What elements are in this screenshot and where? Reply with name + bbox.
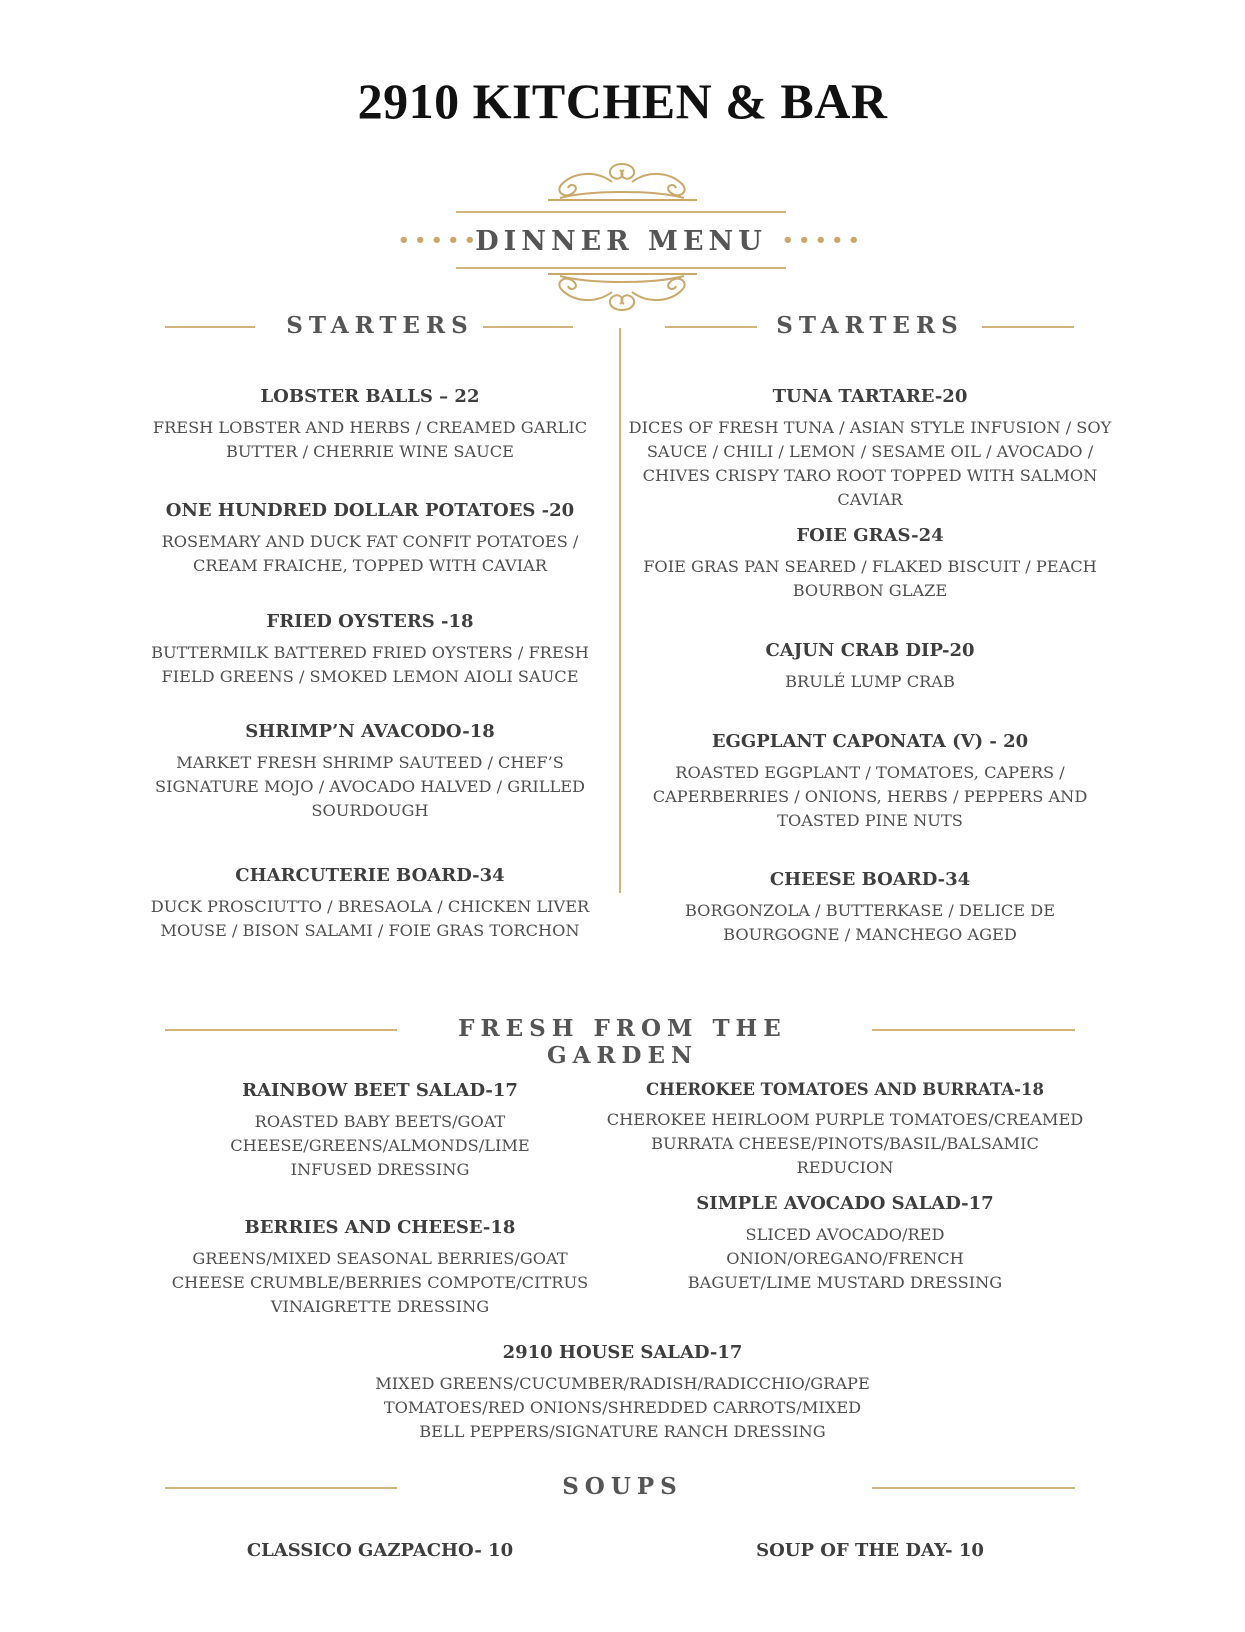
menu-title-left-dots: ••••• <box>398 230 481 251</box>
menu-item <box>625 525 1115 603</box>
soups-rule-left <box>165 1487 397 1489</box>
item-name: EGGPLANT CAPONATA (V) - 20 <box>711 731 1029 752</box>
garden-rule-right <box>872 1029 1075 1031</box>
item-desc: FOIE GRAS PAN SEARED / FLAKED BISCUIT / PEACH BOURBON GLAZE <box>643 557 1097 600</box>
item-desc: BUTTERMILK BATTERED FRIED OYSTERS / FRESH FIELD GREENS / SMOKED LEMON AIOLI SAUCE <box>151 643 589 686</box>
item-name: FOIE GRAS-24 <box>796 525 944 546</box>
item-desc: MIXED GREENS/CUCUMBER/RADISH/RADICCHIO/GRAPE TOMATOES/RED ONIONS/SHREDDED CARROTS/MIXED BELL PEPPERS/SIGNATURE RANCH DRESSING <box>375 1374 870 1441</box>
menu-title-bottom-rule <box>456 267 786 269</box>
starters-left-rule-b <box>483 326 573 328</box>
item-name: CHARCUTERIE BOARD-34 <box>235 865 505 886</box>
item-desc: CHEROKEE HEIRLOOM PURPLE TOMATOES/CREAMED BURRATA CHEESE/PINOTS/BASIL/BALSAMIC REDUCION <box>606 1110 1084 1177</box>
garden-heading: FRESH FROM THE GARDEN <box>458 1015 787 1069</box>
item-name: SOUP OF THE DAY- 10 <box>756 1540 984 1561</box>
top-flourish-icon <box>540 160 705 204</box>
menu-item <box>625 640 1115 694</box>
menu-title: DINNER MENU <box>475 226 767 257</box>
item-name: SHRIMP’N AVACODO-18 <box>245 721 495 742</box>
starters-left-heading: STARTERS <box>286 312 474 339</box>
item-name: RAINBOW BEET SALAD-17 <box>242 1080 518 1101</box>
item-name: CLASSICO GAZPACHO- 10 <box>246 1540 514 1561</box>
menu-item <box>150 386 590 464</box>
item-desc: ROASTED BABY BEETS/GOAT CHEESE/GREENS/ALMONDS/LIME INFUSED DRESSING <box>230 1112 530 1179</box>
item-desc: SLICED AVOCADO/RED ONION/OREGANO/FRENCH BAGUET/LIME MUSTARD DRESSING <box>687 1225 1003 1292</box>
menu-item <box>605 1080 1085 1180</box>
menu-title-top-rule <box>456 211 786 213</box>
menu-title-right-dots: ••••• <box>782 230 865 251</box>
menu-item <box>605 1193 1085 1295</box>
item-name: CAJUN CRAB DIP-20 <box>765 640 975 661</box>
item-desc: DUCK PROSCIUTTO / BRESAOLA / CHICKEN LIVER MOUSE / BISON SALAMI / FOIE GRAS TORCHON <box>150 897 590 940</box>
starters-right-rule-a <box>665 326 757 328</box>
menu-item <box>370 1342 875 1444</box>
menu-item <box>170 1217 590 1319</box>
item-name: 2910 HOUSE SALAD-17 <box>502 1342 743 1363</box>
garden-rule-left <box>165 1029 397 1031</box>
item-name: LOBSTER BALLS – 22 <box>260 386 480 407</box>
menu-item <box>625 731 1115 833</box>
item-desc: DICES OF FRESH TUNA / ASIAN STYLE INFUSION / SOY SAUCE / CHILI / LEMON / SESAME OIL / AVOCADO / CHIVES CRISPY TARO ROOT TOPPED WITH SALMON CAVIAR <box>628 418 1112 509</box>
item-name: CHEESE BOARD-34 <box>769 869 971 890</box>
column-divider <box>619 328 621 893</box>
menu-item <box>170 1540 590 1570</box>
item-desc: ROASTED EGGPLANT / TOMATOES, CAPERS / CAPERBERRIES / ONIONS, HERBS / PEPPERS AND TOASTED PINE NUTS <box>652 763 1088 830</box>
item-desc: BORGONZOLA / BUTTERKASE / DELICE DE BOURGOGNE / MANCHEGO AGED <box>684 901 1056 944</box>
restaurant-name: 2910 KITCHEN & BAR <box>357 73 888 129</box>
item-name: BERRIES AND CHEESE-18 <box>244 1217 516 1238</box>
soups-rule-right <box>872 1487 1075 1489</box>
menu-item <box>625 869 1115 947</box>
menu-item <box>170 1080 590 1182</box>
item-name: ONE HUNDRED DOLLAR POTATOES -20 <box>165 500 575 521</box>
starters-right-rule-b <box>982 326 1074 328</box>
soups-heading: SOUPS <box>562 1473 683 1500</box>
item-name: FRIED OYSTERS -18 <box>266 611 474 632</box>
menu-item <box>635 1540 1105 1570</box>
item-name: CHEROKEE TOMATOES AND BURRATA-18 <box>646 1080 1044 1099</box>
menu-item <box>150 721 590 823</box>
menu-item <box>150 611 590 689</box>
item-name: TUNA TARTARE-20 <box>772 386 968 407</box>
starters-right-heading: STARTERS <box>776 312 964 339</box>
item-desc: FRESH LOBSTER AND HERBS / CREAMED GARLIC BUTTER / CHERRIE WINE SAUCE <box>152 418 588 461</box>
menu-item <box>150 500 590 578</box>
starters-left-rule-a <box>165 326 255 328</box>
menu-item <box>625 386 1115 512</box>
menu-item <box>150 865 590 943</box>
item-desc: MARKET FRESH SHRIMP SAUTEED / CHEF’S SIGNATURE MOJO / AVOCADO HALVED / GRILLED SOURDOUGH <box>154 753 586 820</box>
bottom-flourish-icon <box>540 270 705 314</box>
item-desc: ROSEMARY AND DUCK FAT CONFIT POTATOES / CREAM FRAICHE, TOPPED WITH CAVIAR <box>161 532 579 575</box>
item-desc: BRULÉ LUMP CRAB <box>785 672 955 691</box>
item-name: SIMPLE AVOCADO SALAD-17 <box>696 1193 994 1214</box>
item-desc: GREENS/MIXED SEASONAL BERRIES/GOAT CHEESE CRUMBLE/BERRIES COMPOTE/CITRUS VINAIGRETTE DRESSING <box>171 1249 589 1316</box>
